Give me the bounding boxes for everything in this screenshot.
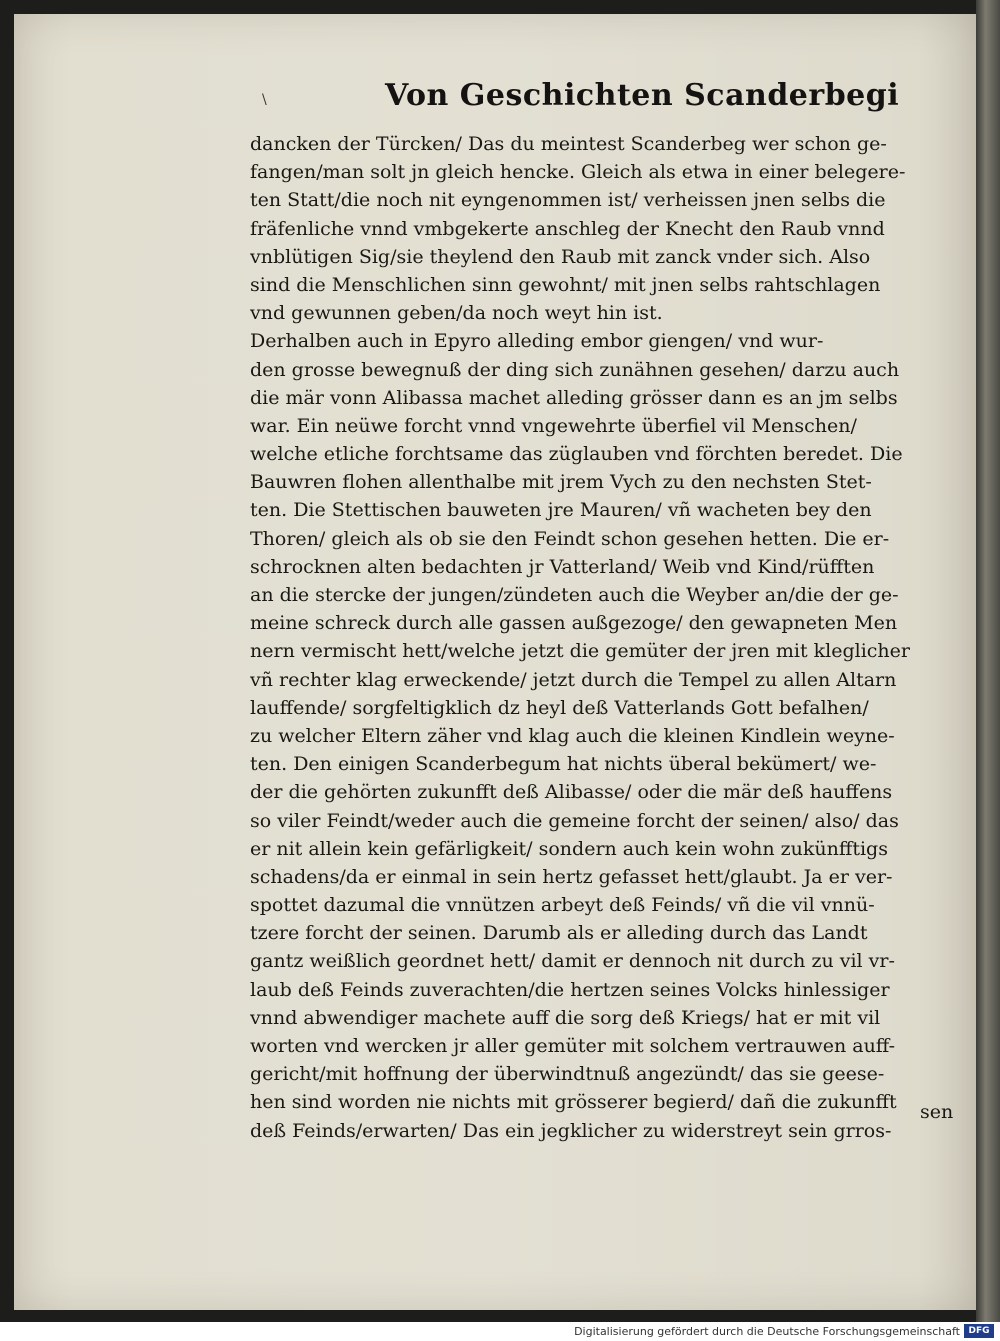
text-line: schadens/da er einmal in sein hertz gefasset hett/glaubt. Ja er ver- [250, 865, 893, 888]
text-line: er nit allein kein gefärligkeit/ sondern auch kein wohn zukünfftigs [250, 837, 888, 860]
text-line: die mär vonn Alibassa machet alleding grösser dann es an jm selbs [250, 386, 898, 409]
text-line: tzere forcht der seinen. Darumb als er alleding durch das Landt [250, 922, 868, 945]
text-line: spottet dazumal die vnnützen arbeyt deß Feinds/ vñ die vil vnnü- [250, 894, 875, 917]
book-edge [976, 0, 1000, 1322]
text-line: ten. Den einigen Scanderbegum hat nichts überal bekümert/ we- [250, 753, 877, 776]
running-header: Von Geschichten Scanderbegi [385, 78, 900, 113]
text-line: ten Statt/die noch nit eyngenommen ist/ verheissen jnen selbs die [250, 189, 886, 212]
text-line: vnd gewunnen geben/da noch weyt hin ist. [250, 302, 663, 325]
text-line: meine schreck durch alle gassen außgezoge/ den gewapneten Men [250, 612, 898, 635]
text-line: ten. Die Stettischen bauweten jre Mauren/ vñ wacheten bey den [250, 499, 872, 522]
text-line: sind die Menschlichen sinn gewohnt/ mit jnen selbs rahtschlagen [250, 273, 881, 296]
text-line: schrocknen alten bedachten jr Vatterland/ Weib vnd Kind/rüfften [250, 555, 875, 578]
text-line: der die gehörten zukunfft deß Alibasse/ oder die mär deß hauffens [250, 781, 893, 804]
text-line: zu welcher Eltern zäher vnd klag auch die kleinen Kindlein weyne- [250, 724, 895, 747]
text-line: laub deß Feinds zuverachten/die hertzen seines Volcks hinlessiger [250, 978, 890, 1001]
text-line: Thoren/ gleich als ob sie den Feindt schon gesehen hetten. Die er- [250, 527, 890, 550]
text-line: lauffende/ sorgfeltigklich dz heyl deß Vatterlands Gott befalhen/ [250, 696, 869, 719]
text-line: worten vnd wercken jr aller gemüter mit solchem vertrauwen auff- [250, 1035, 896, 1057]
text-line: an die stercke der jungen/zündeten auch die Weyber an/die der ge- [250, 584, 899, 606]
text-line: deß Feinds/erwarten/ Das ein jegklicher zu widerstreyt sein grros- [250, 1119, 892, 1142]
text-line: den grosse bewegnuß der ding sich zunähnen gesehen/ darzu auch [250, 358, 900, 381]
text-line: fangen/man solt jn gleich hencke. Gleich als etwa in einer belegere- [250, 161, 906, 184]
text-line: fräfenliche vnnd vmbgekerte anschleg der Knecht den Raub vnnd [250, 217, 885, 240]
text-line: Bauwren flohen allenthalbe mit jrem Vych zu den nechsten Stet- [250, 471, 872, 494]
text-line: gantz weißlich geordnet hett/ damit er dennoch nit durch zu vil vr- [250, 950, 895, 973]
text-line: Derhalben auch in Epyro alleding embor giengen/ vnd wur- [250, 330, 824, 353]
text-line: so viler Feindt/weder auch die gemeine forcht der seinen/ also/ das [250, 809, 899, 832]
text-line: vñ rechter klag erweckende/ jetzt durch die Tempel zu allen Altarn [250, 668, 897, 691]
text-line: welche etliche forchtsame das züglauben vnd förchten beredet. Die [250, 443, 903, 466]
text-line: dancken der Türcken/ Das du meintest Scanderbeg wer schon ge- [250, 133, 887, 155]
footer-bar [0, 1322, 1000, 1341]
footer-credit: Digitalisierung gefördert durch die Deutsche Forschungsgemeinschaft [574, 1325, 960, 1338]
text-line: vnnd abwendiger machete auff die sorg deß Kriegs/ hat er mit vil [250, 1006, 881, 1029]
page-mark: \ [262, 92, 267, 108]
text-line: vnblütigen Sig/sie theylend den Raub mit zanck vnder sich. Also [250, 245, 871, 268]
catchword: sen [920, 1101, 954, 1123]
body-text [250, 130, 950, 1145]
text-line: nern vermischt hett/welche jetzt die gemüter der jren mit kleglicher [250, 640, 910, 663]
text-line: gericht/mit hoffnung der überwindtnuß angezündt/ das sie geese- [250, 1063, 885, 1086]
text-line: hen sind worden nie nichts mit grösserer begierd/ dañ die zukunfft [250, 1091, 897, 1114]
text-line: war. Ein neüwe forcht vnnd vngewehrte überfiel vil Menschen/ [250, 414, 857, 437]
dfg-logo: DFG [964, 1324, 994, 1338]
